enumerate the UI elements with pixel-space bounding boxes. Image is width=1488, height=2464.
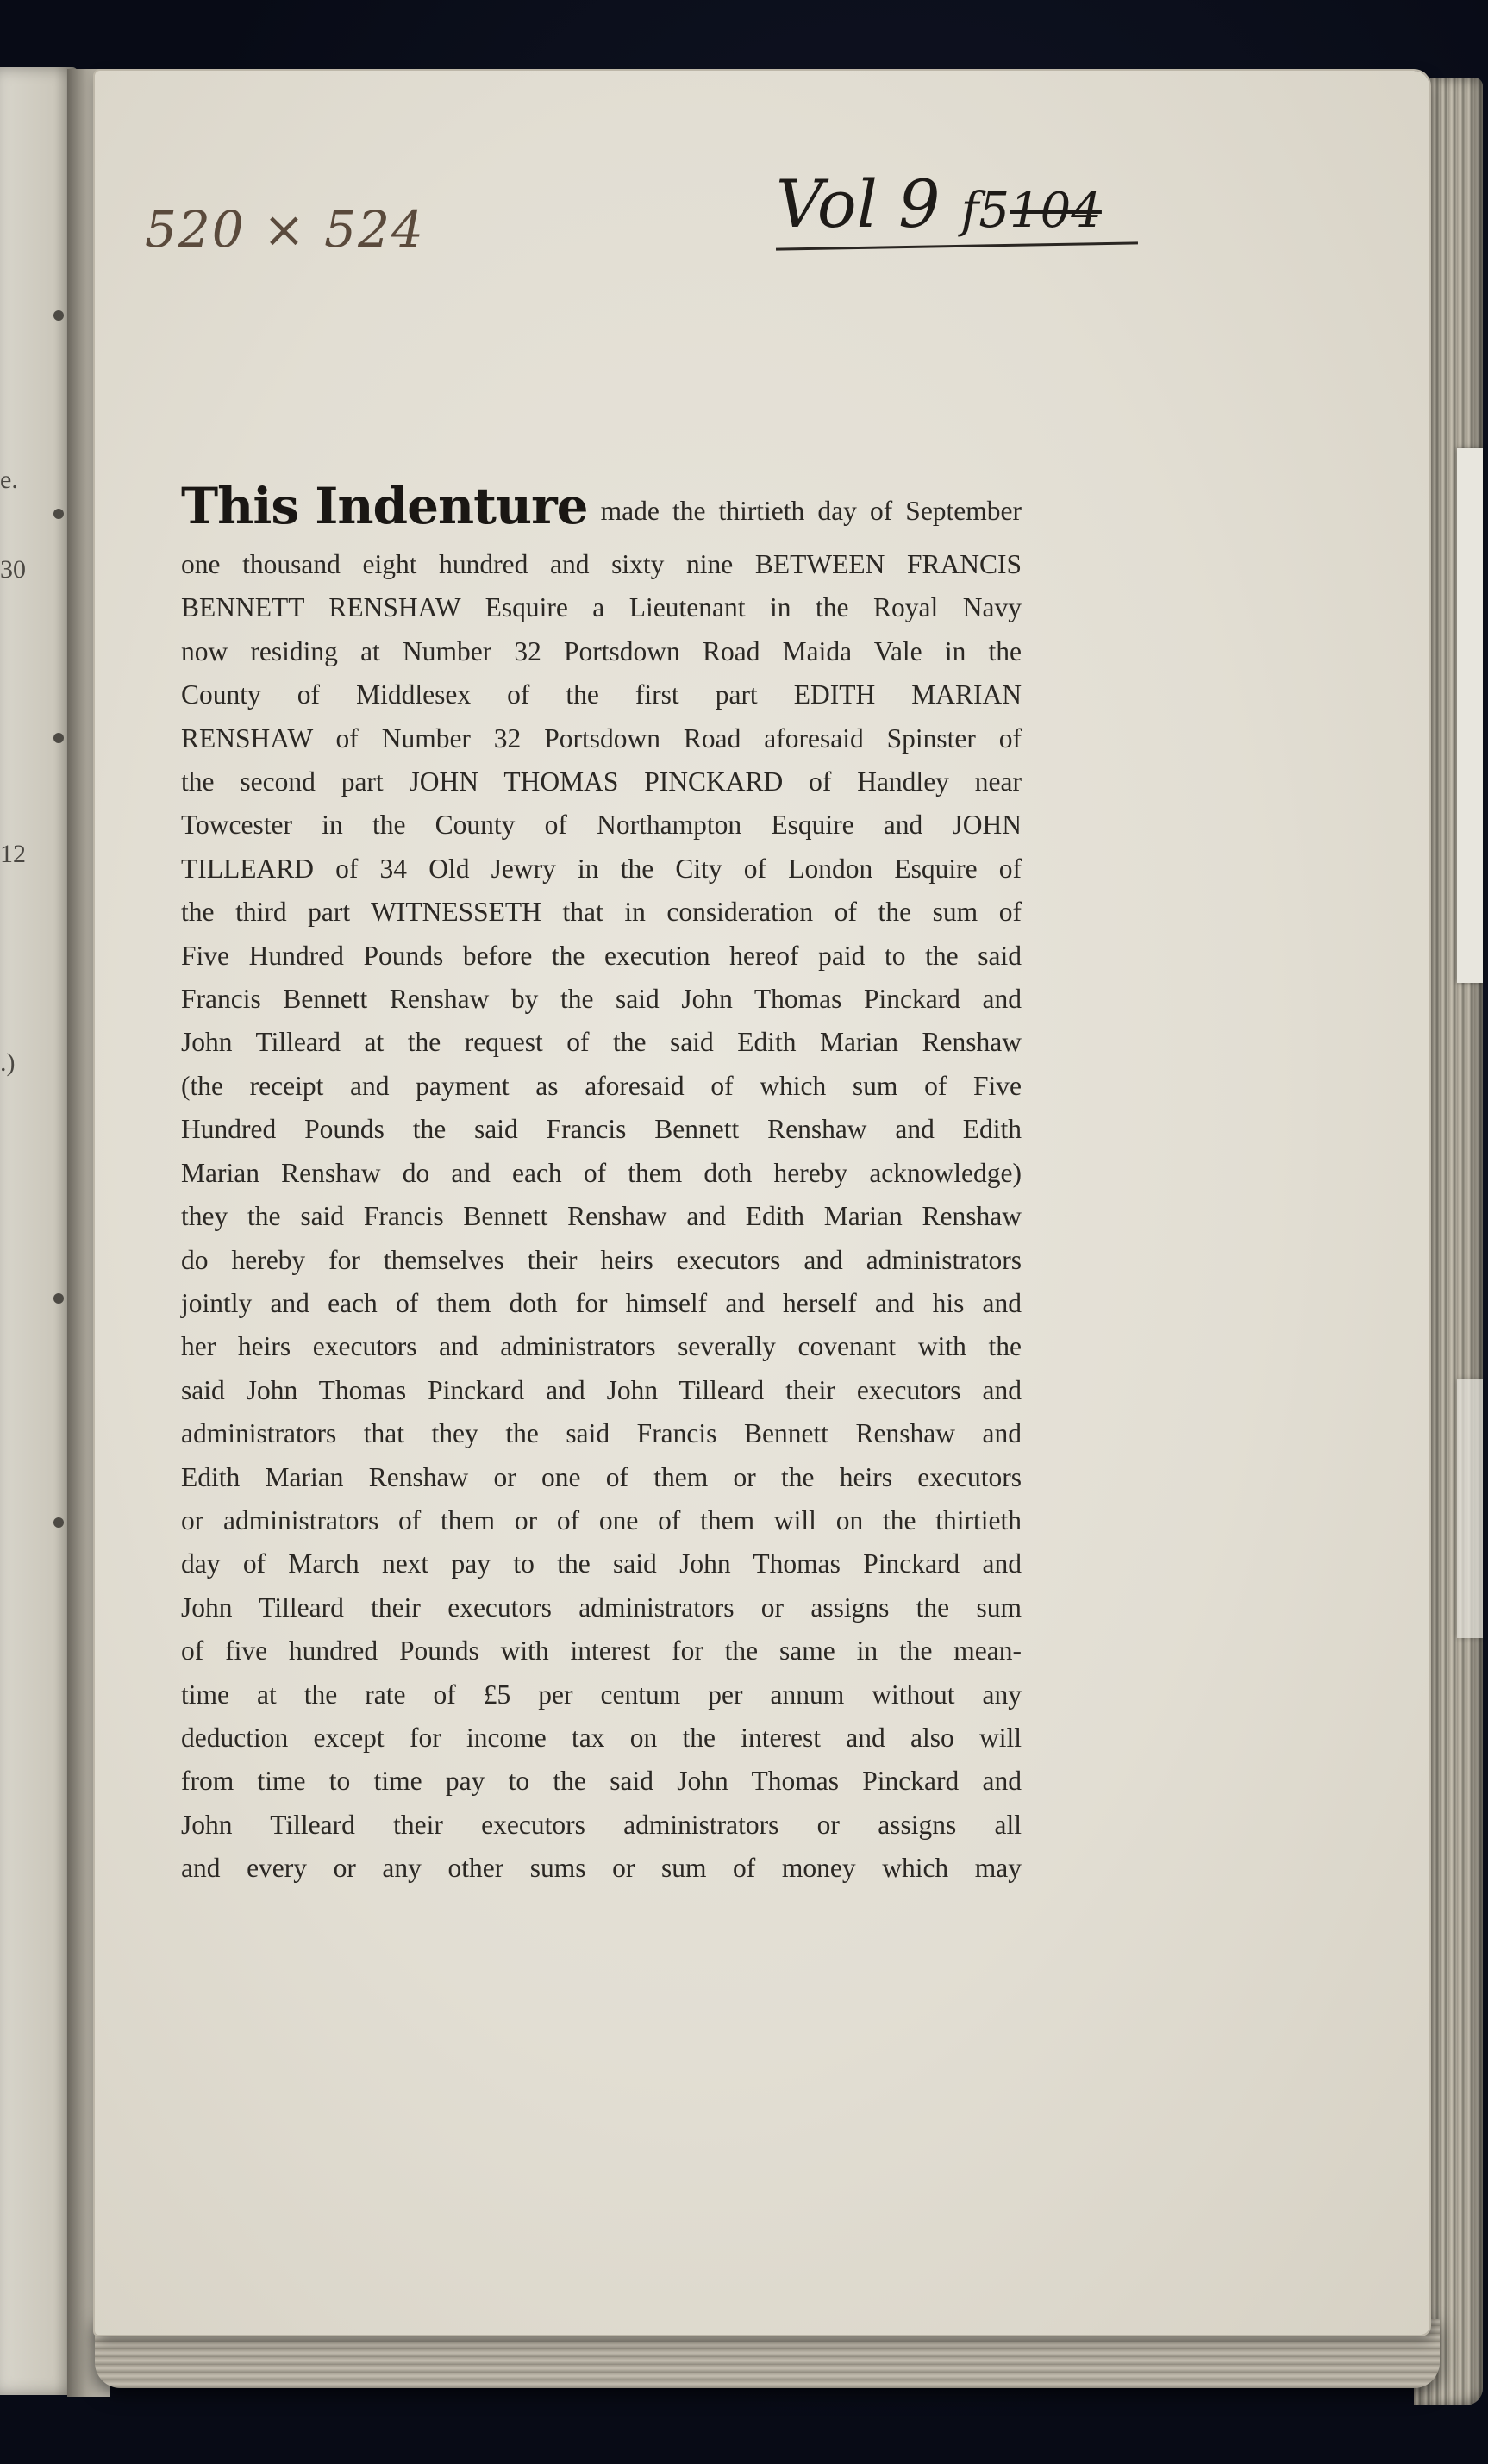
binding-stitch: [53, 509, 64, 519]
deed-line: day of March next pay to the said John Thomas Pinckard and: [181, 1548, 1022, 1579]
deed-line: Marian Renshaw do and each of them doth hereby acknowledge): [181, 1157, 1022, 1188]
deed-line: BENNETT RENSHAW Esquire a Lieutenant in the Royal Navy: [181, 592, 1022, 623]
deed-line: one thousand eight hundred and sixty nine BETWEEN FRANCIS: [181, 549, 1022, 579]
deed-line: John Tilleard their executors administrators or assigns all: [181, 1809, 1022, 1840]
binding-stitch: [53, 733, 64, 743]
binding-stitch: [53, 1517, 64, 1528]
left-page-fragment: 12: [0, 840, 26, 868]
left-page-fragment: e.: [0, 466, 18, 494]
left-page-fragment: .): [0, 1048, 16, 1077]
deed-line: Francis Bennett Renshaw by the said John Thomas Pinckard and: [181, 984, 1022, 1015]
deed-line: made the thirtieth day of September: [600, 496, 1022, 526]
deed-line: John Tilleard at the request of the said Edith Marian Renshaw: [181, 1027, 1022, 1058]
deed-line: said John Thomas Pinckard and John Tilleard their executors and: [181, 1374, 1022, 1405]
deed-line: jointly and each of them doth for himself and herself and his and: [181, 1287, 1022, 1318]
volume-page: f5: [960, 183, 1010, 239]
deed-line: the third part WITNESSETH that in consideration of the sum of: [181, 897, 1022, 928]
deed-line: County of Middlesex of the first part EDITH MARIAN: [181, 679, 1022, 710]
deed-line: do hereby for themselves their heirs executors and administrators: [181, 1244, 1022, 1275]
deed-first-line: [181, 474, 1022, 543]
deed-line: they the said Francis Bennett Renshaw and Edith Marian Renshaw: [181, 1201, 1022, 1232]
deed-line: her heirs executors and administrators severally covenant with the: [181, 1331, 1022, 1362]
binding-stitch: [53, 1293, 64, 1304]
deed-line: the second part JOHN THOMAS PINCKARD of Handley near: [181, 766, 1022, 797]
volume-page-struck: 104: [1010, 183, 1102, 239]
deed-opening-words: This Indenture: [181, 477, 588, 535]
deed-line: (the receipt and payment as aforesaid of which sum of Five: [181, 1070, 1022, 1101]
deed-line: of five hundred Pounds with interest for the same in the mean-: [181, 1635, 1022, 1667]
deed-line: time at the rate of £5 per centum per annum without any: [181, 1679, 1022, 1710]
deed-line: now residing at Number 32 Portsdown Road Maida Vale in the: [181, 635, 1022, 666]
deed-line: or administrators of them or of one of them will on the thirtieth: [181, 1504, 1022, 1535]
volume-number: Vol 9: [776, 166, 941, 242]
deed-line: administrators that they the said Francis Bennett Renshaw and: [181, 1418, 1022, 1449]
binding-stitch: [53, 310, 64, 321]
deed-line: and every or any other sums or sum of money which may: [181, 1853, 1022, 1884]
handwritten-reference-numbers: 520 × 524: [145, 200, 425, 259]
page-edge-tab: [1457, 1379, 1483, 1638]
deed-line: Five Hundred Pounds before the execution hereof paid to the said: [181, 940, 1022, 971]
handwritten-volume-label: [776, 166, 1102, 242]
deed-line: deduction except for income tax on the interest and also will: [181, 1722, 1022, 1753]
deed-line: Towcester in the County of Northampton Esquire and JOHN: [181, 810, 1022, 841]
page-edge-tab: [1457, 448, 1483, 983]
left-page-fragment: 30: [0, 555, 26, 584]
deed-line: TILLEARD of 34 Old Jewry in the City of London Esquire of: [181, 853, 1022, 884]
deed-line: from time to time pay to the said John Thomas Pinckard and: [181, 1766, 1022, 1797]
left-facing-page: [0, 67, 78, 2395]
deed-line: Edith Marian Renshaw or one of them or the heirs executors: [181, 1461, 1022, 1492]
deed-line: John Tilleard their executors administrators or assigns the sum: [181, 1592, 1022, 1623]
deed-line: Hundred Pounds the said Francis Bennett Renshaw and Edith: [181, 1114, 1022, 1145]
indenture-body: [181, 474, 1022, 1891]
deed-line: RENSHAW of Number 32 Portsdown Road aforesaid Spinster of: [181, 722, 1022, 754]
